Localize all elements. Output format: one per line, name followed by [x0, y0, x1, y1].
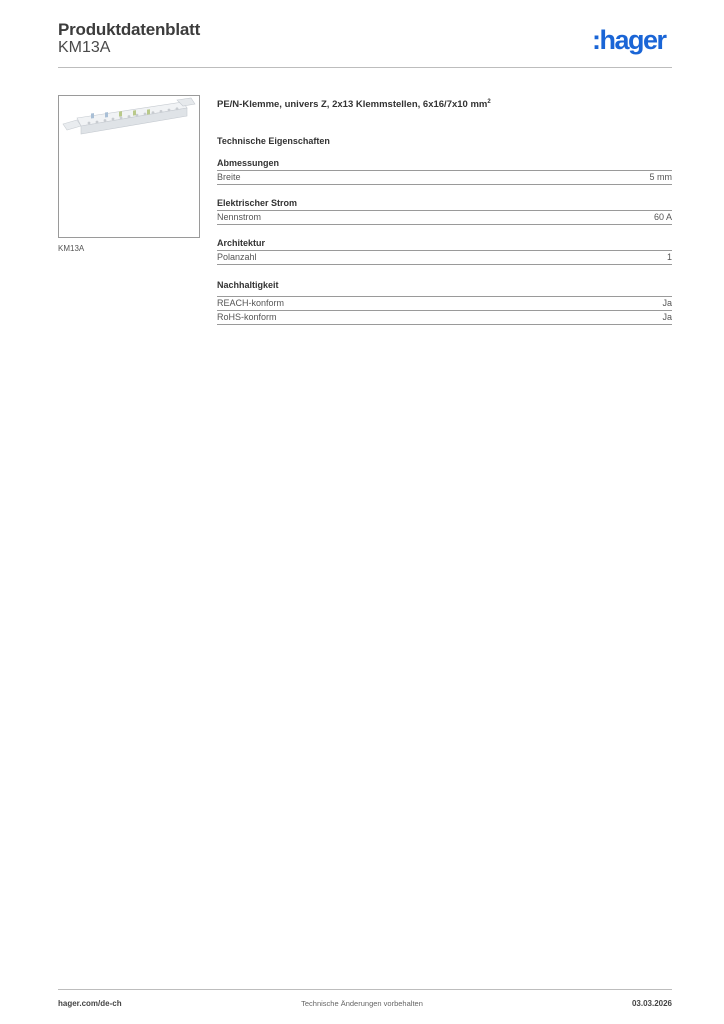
- spec-value: Ja: [662, 298, 672, 308]
- document-title: Produktdatenblatt: [58, 20, 201, 39]
- image-caption: KM13A: [58, 244, 85, 253]
- group-title-abmessungen: Abmessungen: [217, 157, 672, 171]
- spec-value: 5 mm: [649, 172, 672, 182]
- spec-row-breite: [217, 171, 672, 185]
- group-title-architektur: Architektur: [217, 237, 672, 251]
- group-title-elektrischer-strom: Elektrischer Strom: [217, 197, 672, 211]
- product-image: [58, 95, 200, 238]
- hager-logo: :hager: [592, 25, 666, 55]
- spec-value: Ja: [662, 312, 672, 322]
- spec-row-reach: [217, 296, 672, 311]
- spec-row-nennstrom: [217, 211, 672, 225]
- footer-divider: [58, 989, 672, 990]
- spec-row-rohs: [217, 311, 672, 325]
- group-title-nachhaltigkeit: Nachhaltigkeit: [217, 280, 279, 290]
- spec-value: 1: [666, 252, 672, 262]
- footer-url[interactable]: hager.com/de-ch: [58, 999, 122, 1008]
- product-description-text: PE/N-Klemme, univers Z, 2x13 Klemmstellen, 6x16/7x10 mm: [217, 99, 488, 111]
- spec-label: Breite: [217, 172, 241, 182]
- spec-label: Polanzahl: [217, 252, 257, 262]
- header-divider: [58, 67, 672, 68]
- spec-label: REACH-konform: [217, 298, 285, 308]
- footer-date: 03.03.2026: [631, 999, 672, 1008]
- spec-label: Nennstrom: [217, 212, 262, 222]
- spec-row-polanzahl: [217, 251, 672, 265]
- spec-value: 60 A: [653, 212, 672, 222]
- unit-superscript: 2: [487, 99, 491, 105]
- footer-note: Technische Änderungen vorbehalten: [301, 999, 423, 1008]
- product-code: KM13A: [58, 39, 111, 56]
- product-description: [217, 95, 672, 109]
- spec-heading: Technische Eigenschaften: [217, 136, 330, 146]
- terminal-block-icon: [59, 96, 199, 237]
- spec-section: [217, 95, 672, 325]
- spec-label: RoHS-konform: [217, 312, 277, 322]
